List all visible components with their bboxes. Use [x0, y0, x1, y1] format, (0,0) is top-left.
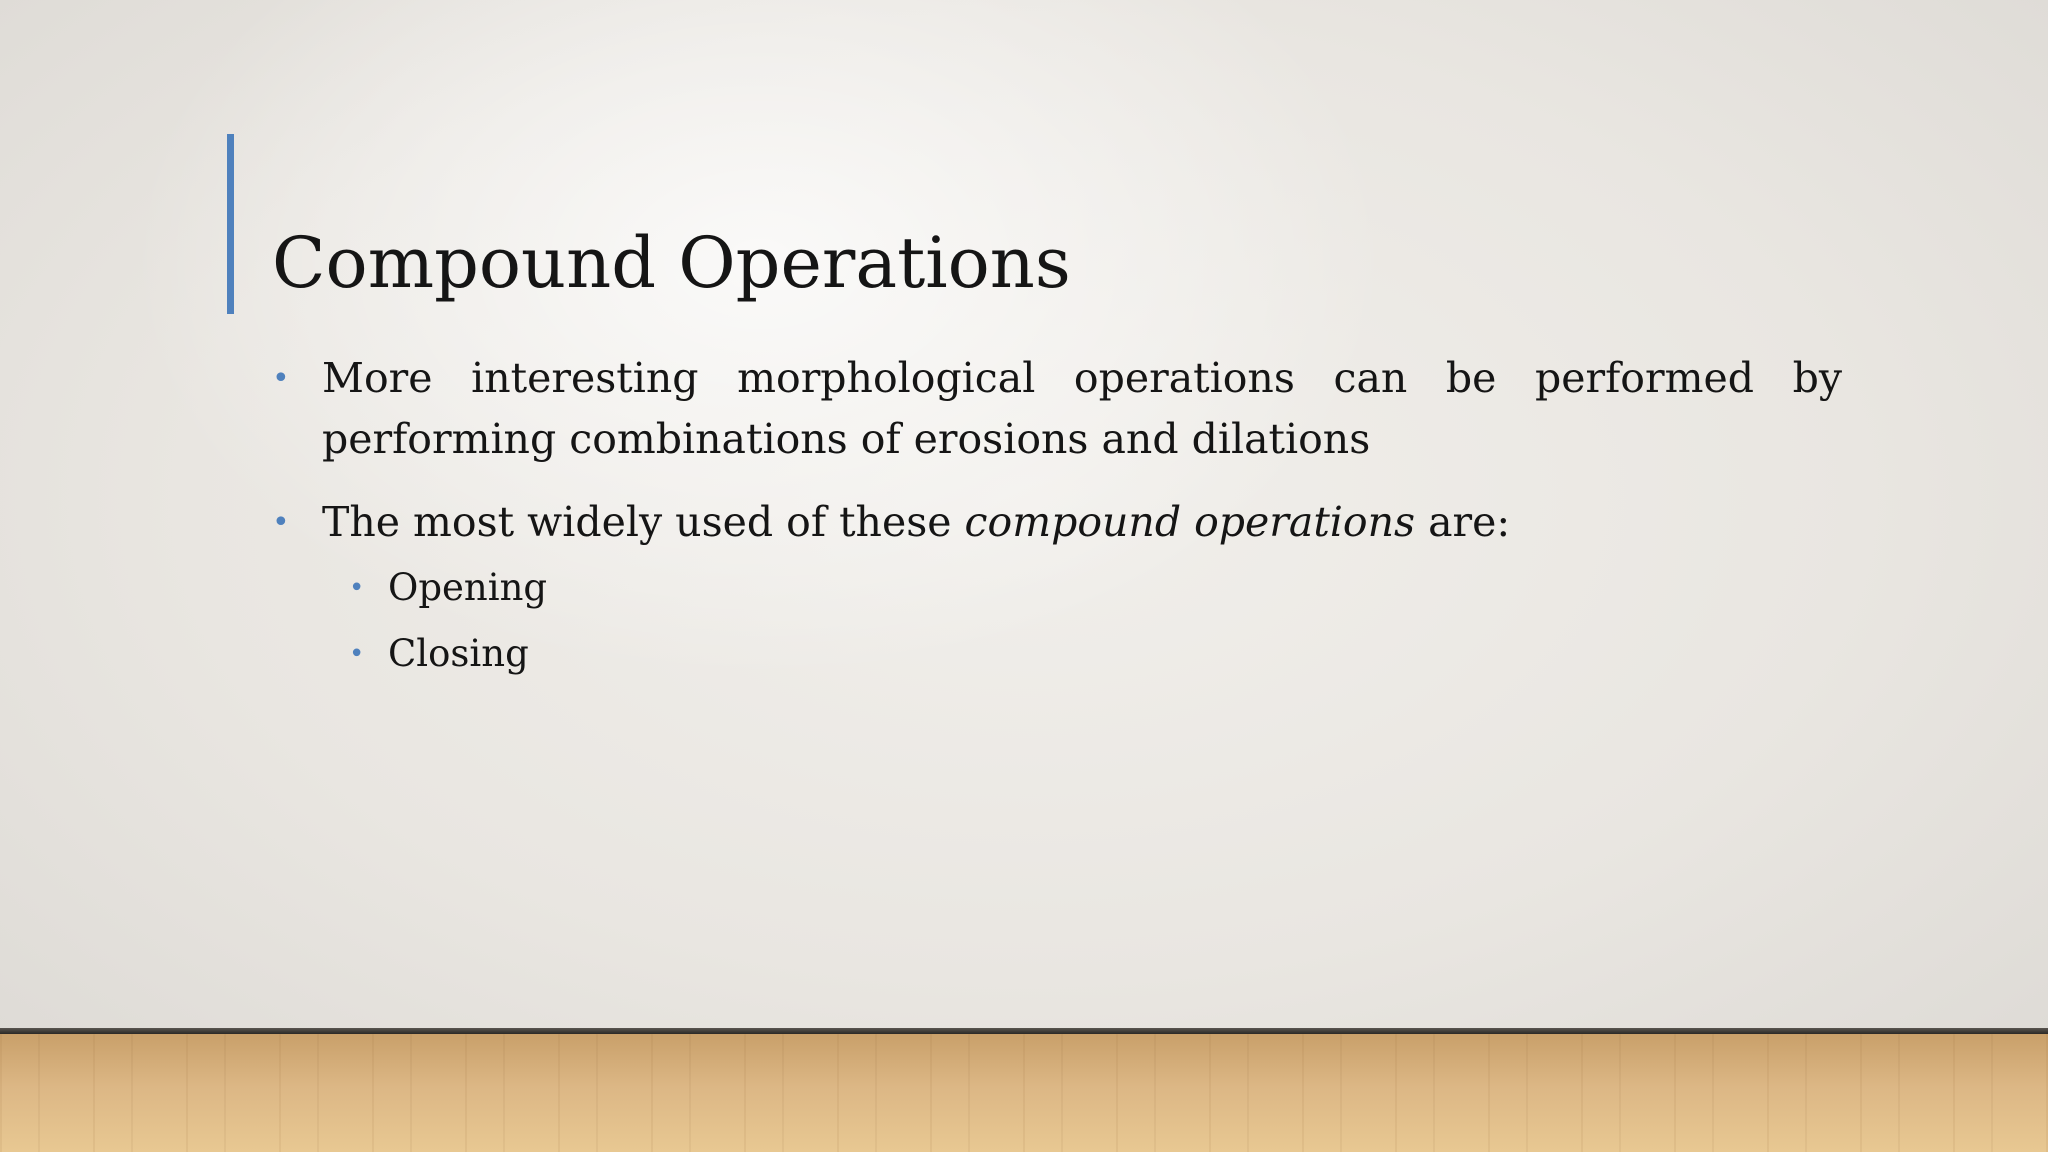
bullet-item [272, 492, 1842, 553]
sub-bullet-dot-icon: • [349, 639, 365, 669]
bullet-text-emphasis: compound operations [964, 498, 1416, 546]
title-accent-bar [227, 134, 234, 314]
sub-bullet-text: Closing [388, 632, 529, 675]
bullet-text: More interesting morphological operations can be performed by performing combinations of erosions and dilations [322, 354, 1842, 463]
slide-title: Compound Operations [272, 222, 1071, 304]
bullet-text-lead: The most widely used of these [322, 498, 965, 546]
bullet-item [272, 348, 1842, 470]
sub-bullet-item [272, 555, 1842, 621]
slide-body [272, 348, 1842, 687]
sub-bullet-dot-icon: • [349, 573, 365, 603]
bullet-text-tail: are: [1415, 498, 1511, 546]
wood-floor [0, 1034, 2048, 1152]
sub-bullet-item [272, 621, 1842, 687]
bullet-dot-icon: • [272, 505, 290, 540]
bullet-dot-icon: • [272, 361, 290, 396]
sub-bullet-text: Opening [388, 566, 548, 609]
